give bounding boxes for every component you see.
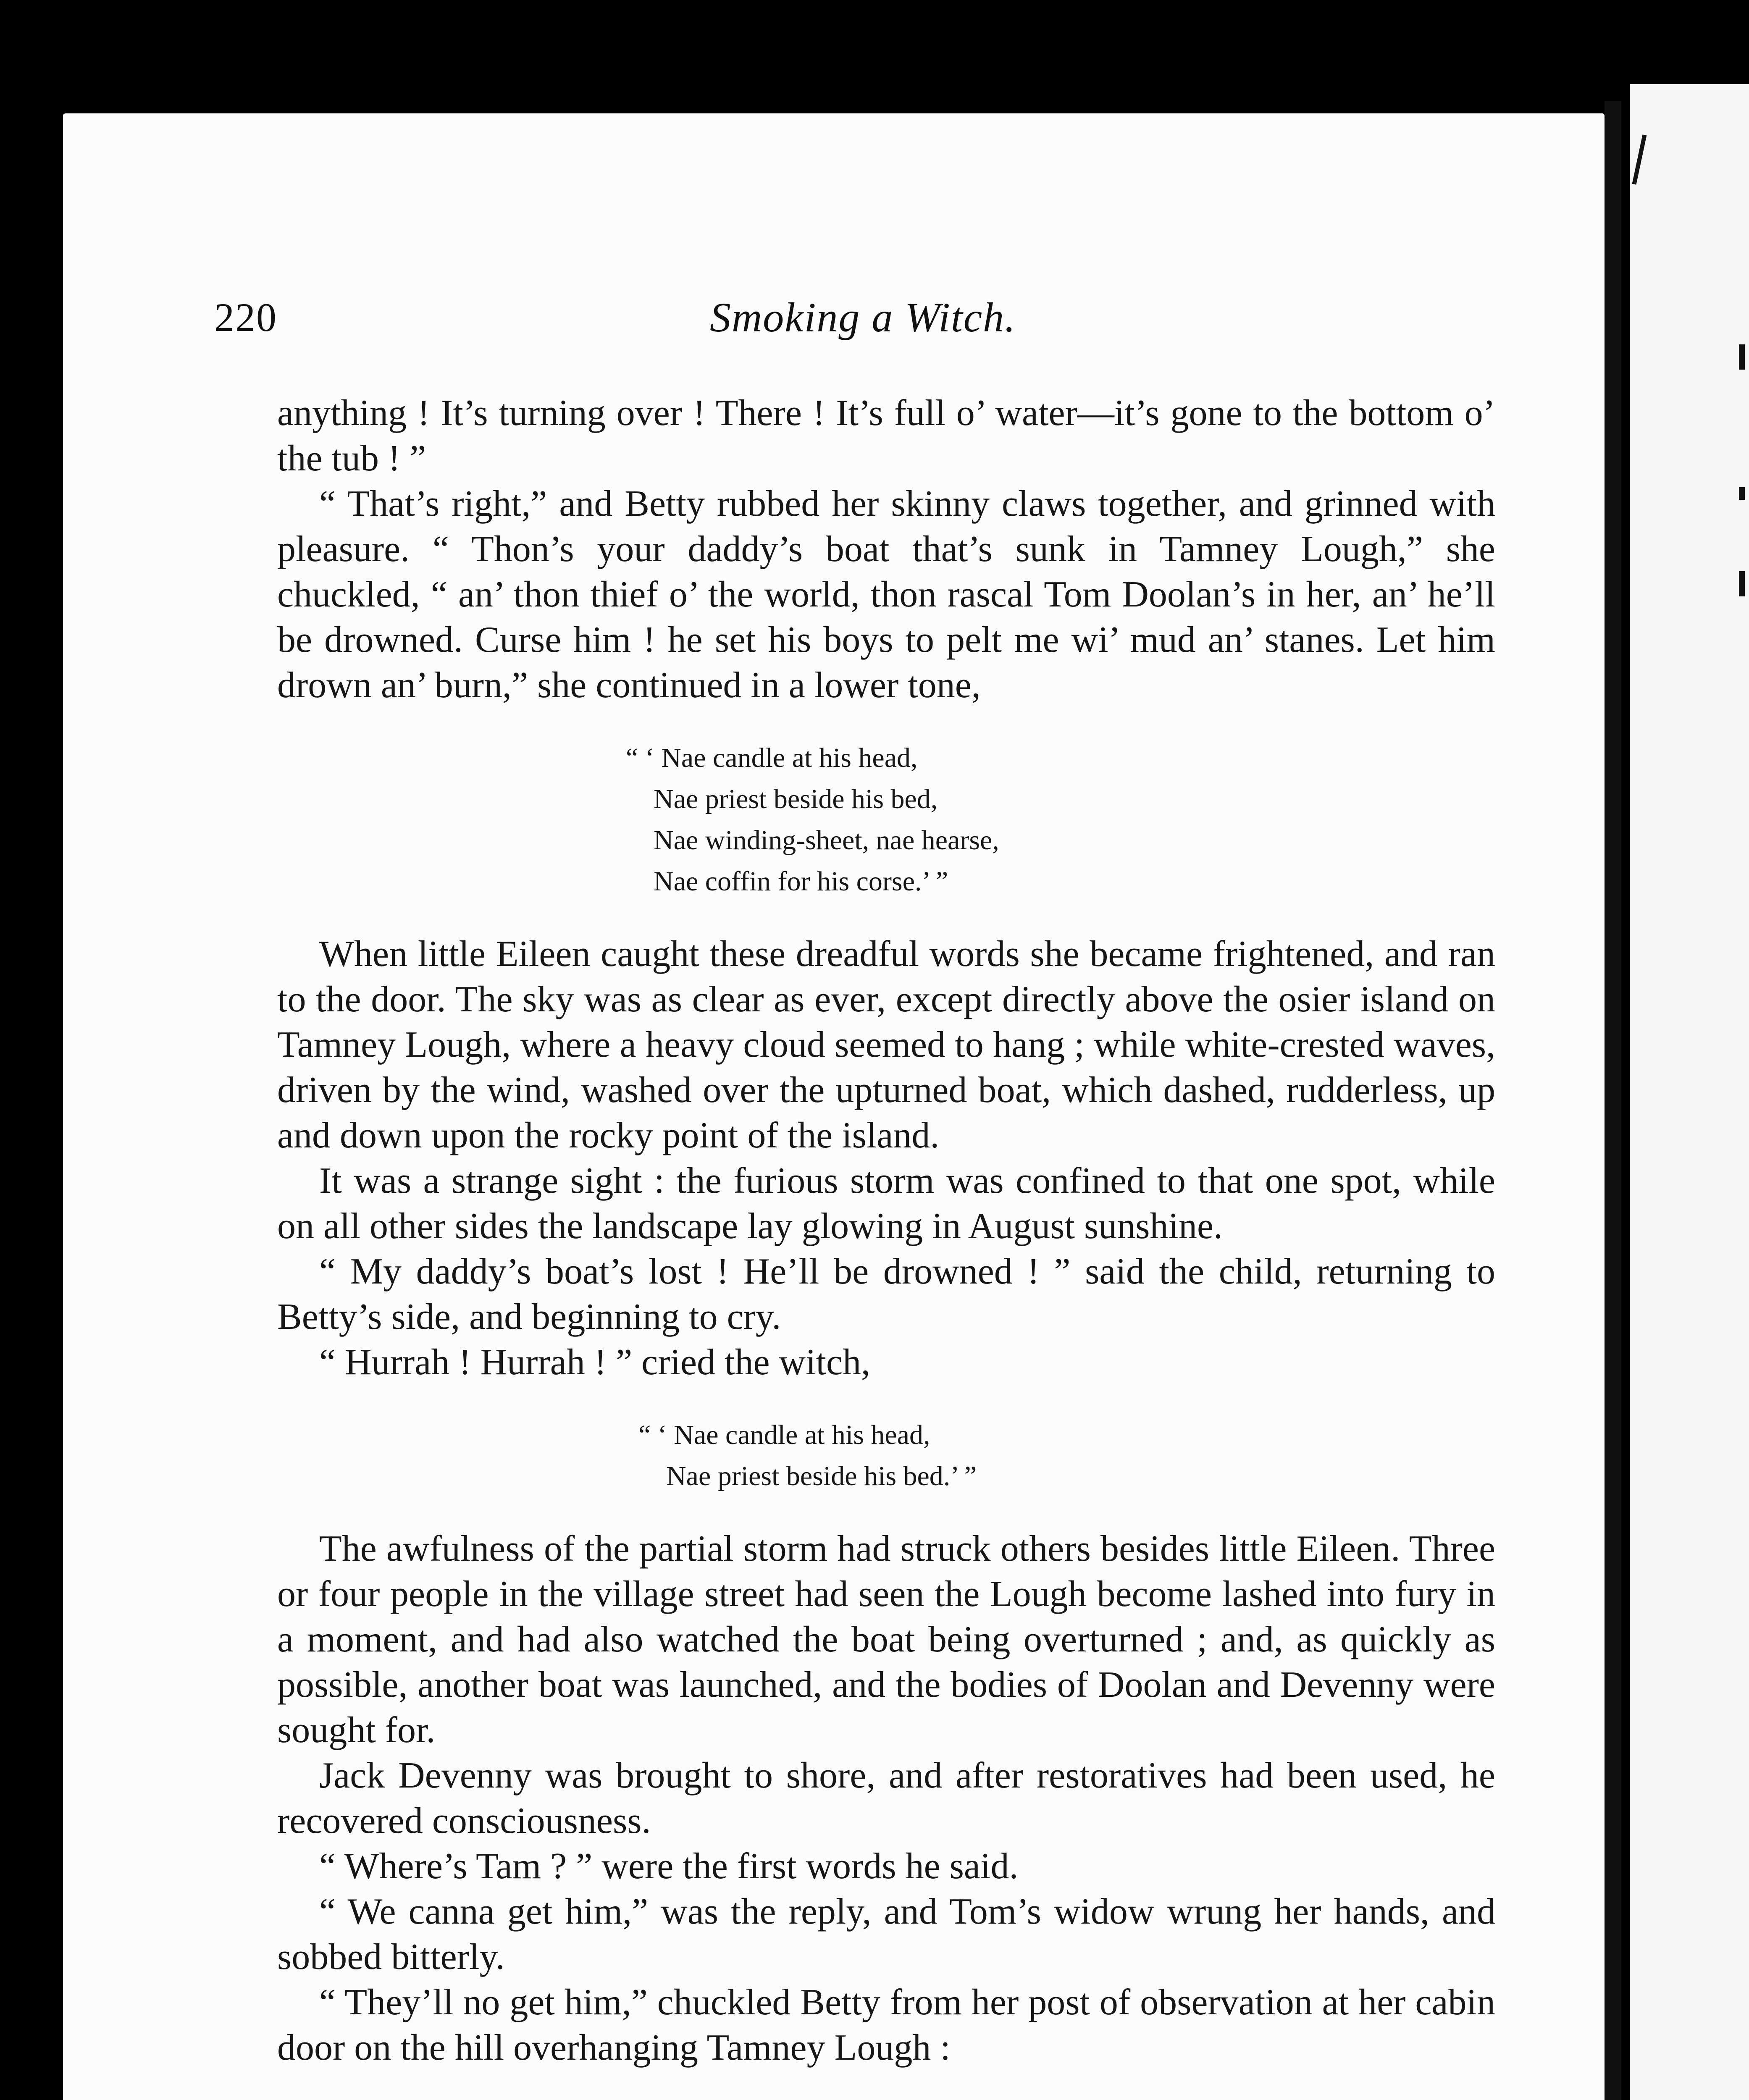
facing-page-mark xyxy=(1739,344,1745,370)
paragraph: When little Eileen caught these dreadful words she became frightened, and ran to the door. The sky was as clear as ever, except directly above the osier island on Tamney Lough, where a heavy cloud seemed to hang ; while white-crested waves, driven by the wind, washed over the upturned boat, which dashed, rudderless, up and down upon the rocky point of the island. xyxy=(277,934,1495,1156)
paragraph: “ They’ll no get him,” chuckled Betty from her post of observation at her cabin door on the hill overhanging Tamney Lough : xyxy=(277,1982,1495,2068)
verse-line: “ ‘ Nae candle at his head, xyxy=(626,743,918,773)
page-spine-shadow xyxy=(1605,101,1621,2100)
facing-page-mark xyxy=(1632,134,1647,184)
paragraph: Jack Devenny was brought to shore, and after restoratives had been used, he recovered consciousness. xyxy=(277,1755,1495,1841)
paragraph: “ That’s right,” and Betty rubbed her skinny claws together, and grinned with pleasure. “ Thon’s your daddy’s boat that’s sunk in Tamney Lough,” she chuckled, “ an’ thon thief o’ the world, thon rascal Tom Doolan’s in her, an’ he’ll be drowned. Curse him ! he set his boys to pelt me wi’ mud an’ stanes. Let him drown an’ burn,” she continued in a lower tone, xyxy=(277,483,1495,706)
paragraph: “ We canna get him,” was the reply, and Tom’s widow wrung her hands, and sobbed bitterly. xyxy=(277,1891,1495,1977)
running-head xyxy=(214,294,1495,349)
verse-line: Nae coffin for his corse.’ ” xyxy=(626,866,948,897)
body-text xyxy=(277,391,1495,2100)
paragraph: “ My daddy’s boat’s lost ! He’ll be drowned ! ” said the child, returning to Betty’s side, and beginning to cry. xyxy=(277,1251,1495,1337)
running-title: Smoking a Witch. xyxy=(710,294,1016,341)
verse-line: “ ‘ Nae candle at his head, xyxy=(638,1420,930,1450)
verse-quote xyxy=(277,1415,1495,1497)
paragraph: “ Hurrah ! Hurrah ! ” cried the witch, xyxy=(319,1342,871,1383)
paragraph: It was a strange sight : the furious storm was confined to that one spot, while on all other sides the landscape lay glowing in August sunshine. xyxy=(277,1160,1495,1247)
paragraph: The awfulness of the partial storm had struck others besides little Eileen. Three or four people in the village street had seen the Lough become lashed into fury in a moment, and had also watched the boat being overturned ; and, as quickly as possible, another boat was launched, and the bodies of Doolan and Devenny were sought for. xyxy=(277,1528,1495,1751)
facing-page-mark xyxy=(1739,571,1745,596)
verse-line: Nae winding-sheet, nae hearse, xyxy=(626,825,999,856)
facing-page-edge xyxy=(1630,84,1749,2100)
paragraph: anything ! It’s turning over ! There ! It’s full o’ water—it’s gone to the bottom o’ the tub ! ” xyxy=(277,393,1495,479)
page-number: 220 xyxy=(214,295,277,340)
verse-line: Nae priest beside his bed, xyxy=(626,784,938,814)
verse-line: Nae priest beside his bed.’ ” xyxy=(638,1461,977,1491)
facing-page-mark xyxy=(1739,487,1745,500)
verse-quote xyxy=(277,738,1495,902)
paragraph: “ Where’s Tam ? ” were the first words he said. xyxy=(319,1846,1019,1887)
